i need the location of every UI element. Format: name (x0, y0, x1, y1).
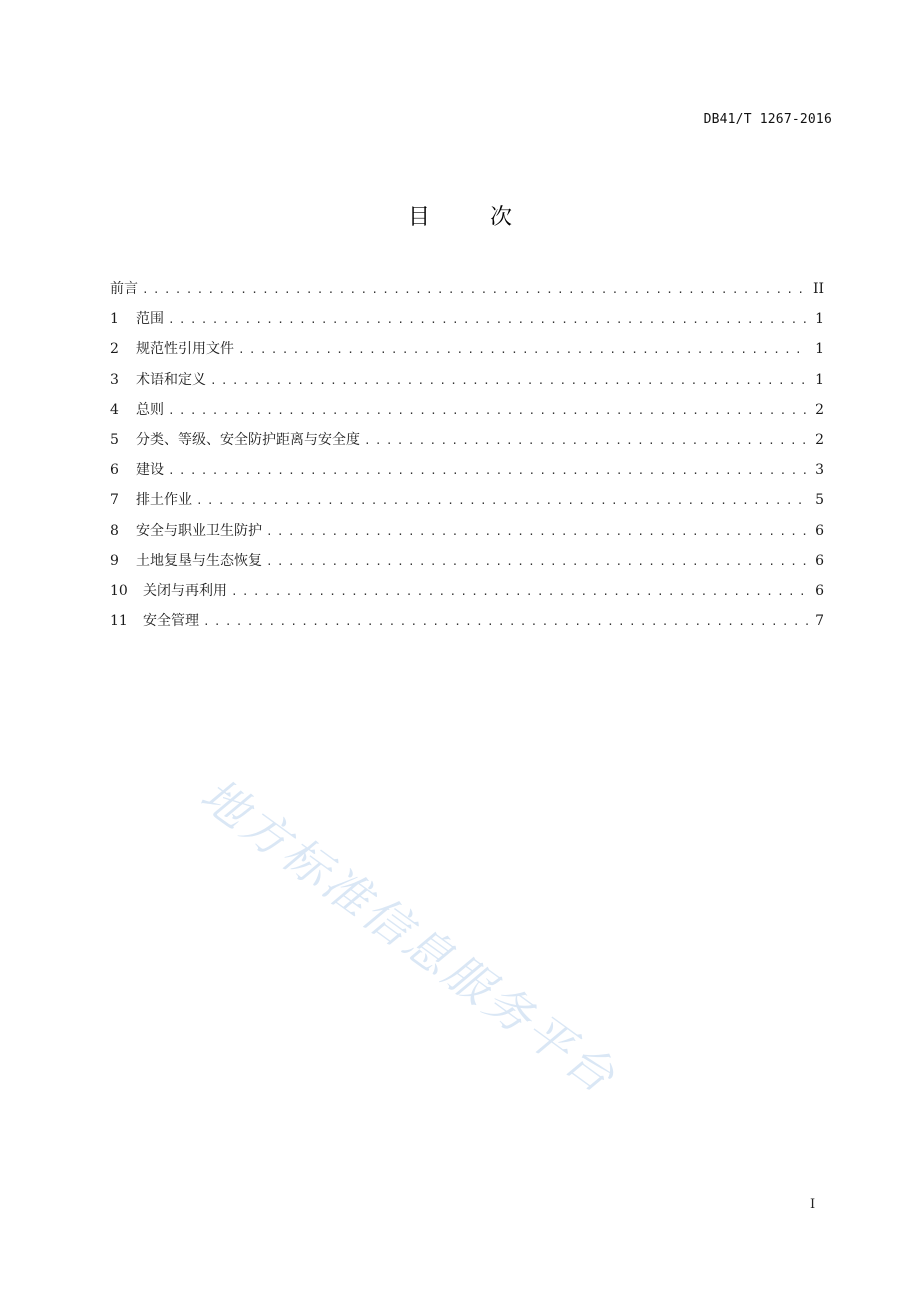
toc-leader-dots (168, 456, 808, 486)
toc-entry-label: 关闭与再利用 (143, 582, 227, 599)
toc-entry-5[interactable] (110, 425, 824, 455)
toc-leader-dots (266, 547, 808, 577)
toc-entry-label: 术语和定义 (136, 371, 206, 388)
toc-entry-number: 11 (110, 613, 128, 630)
toc-entry-2[interactable] (110, 334, 824, 364)
toc-entry-page: 2 (815, 401, 824, 418)
toc-entry-number: 10 (110, 582, 128, 599)
toc-entry-page: 1 (815, 341, 824, 358)
toc-entry-page: 5 (815, 492, 824, 509)
toc-entry-8[interactable] (110, 516, 824, 546)
page-title (0, 200, 920, 231)
toc-entry-page: 1 (815, 311, 824, 328)
toc-leader-dots (266, 517, 808, 547)
toc-entry-1[interactable] (110, 304, 824, 334)
toc-entry-11[interactable] (110, 606, 824, 636)
toc-entry-7[interactable] (110, 485, 824, 515)
toc-leader-dots (364, 426, 808, 456)
toc-entry-number: 8 (110, 522, 119, 539)
toc-entry-number: 2 (110, 341, 119, 358)
toc-leader-dots (196, 486, 808, 516)
toc-leader-dots (168, 396, 808, 426)
toc-entry-page: 6 (815, 582, 824, 599)
toc-entry-number: 4 (110, 401, 119, 418)
toc-entry-label: 建设 (136, 462, 164, 479)
toc-entry-number: 9 (110, 552, 119, 569)
toc-entry-label: 排土作业 (136, 492, 192, 509)
toc-entry-number: 5 (110, 431, 119, 448)
toc-leader-dots (231, 577, 808, 607)
toc-entry-3[interactable] (110, 365, 824, 395)
page-title-right: 次 (490, 205, 513, 230)
toc-leader-dots (238, 335, 808, 365)
toc-entry-label: 安全管理 (143, 613, 199, 630)
toc-entry-6[interactable] (110, 455, 824, 485)
toc-entry-label: 规范性引用文件 (136, 341, 234, 358)
toc-entry-number: 7 (110, 492, 119, 509)
toc-entry-page: 7 (815, 613, 824, 630)
toc-leader-dots (168, 305, 808, 335)
toc-entry-page: 3 (815, 462, 824, 479)
toc-leader-dots (203, 607, 808, 637)
toc-entry-preface[interactable] (110, 274, 824, 304)
toc-entry-page: 6 (815, 552, 824, 569)
toc-entry-label: 范围 (136, 311, 164, 328)
toc-entry-number: 6 (110, 462, 119, 479)
toc-entry-10[interactable] (110, 576, 824, 606)
toc-entry-label: 总则 (136, 401, 164, 418)
toc-entry-9[interactable] (110, 546, 824, 576)
toc-entry-page: 6 (815, 522, 824, 539)
toc-entry-page: 2 (815, 431, 824, 448)
toc-entry-number: 1 (110, 311, 119, 328)
toc-leader-dots (142, 275, 807, 305)
document-code: DB41/T 1267-2016 (703, 112, 832, 127)
toc-list (110, 274, 824, 636)
toc-entry-label: 分类、等级、安全防护距离与安全度 (136, 431, 360, 448)
toc-leader-dots (210, 366, 808, 396)
toc-entry-page: II (812, 281, 824, 297)
toc-entry-number: 3 (110, 371, 119, 388)
page-number: I (810, 1197, 816, 1212)
toc-entry-label: 土地复垦与生态恢复 (136, 552, 262, 569)
toc-entry-4[interactable] (110, 395, 824, 425)
toc-entry-page: 1 (815, 371, 824, 388)
page-title-left: 目 (407, 205, 430, 230)
toc-entry-label: 前言 (110, 281, 138, 297)
toc-entry-label: 安全与职业卫生防护 (136, 522, 262, 539)
watermark: 地方标准信息服务平台 (190, 767, 628, 1105)
